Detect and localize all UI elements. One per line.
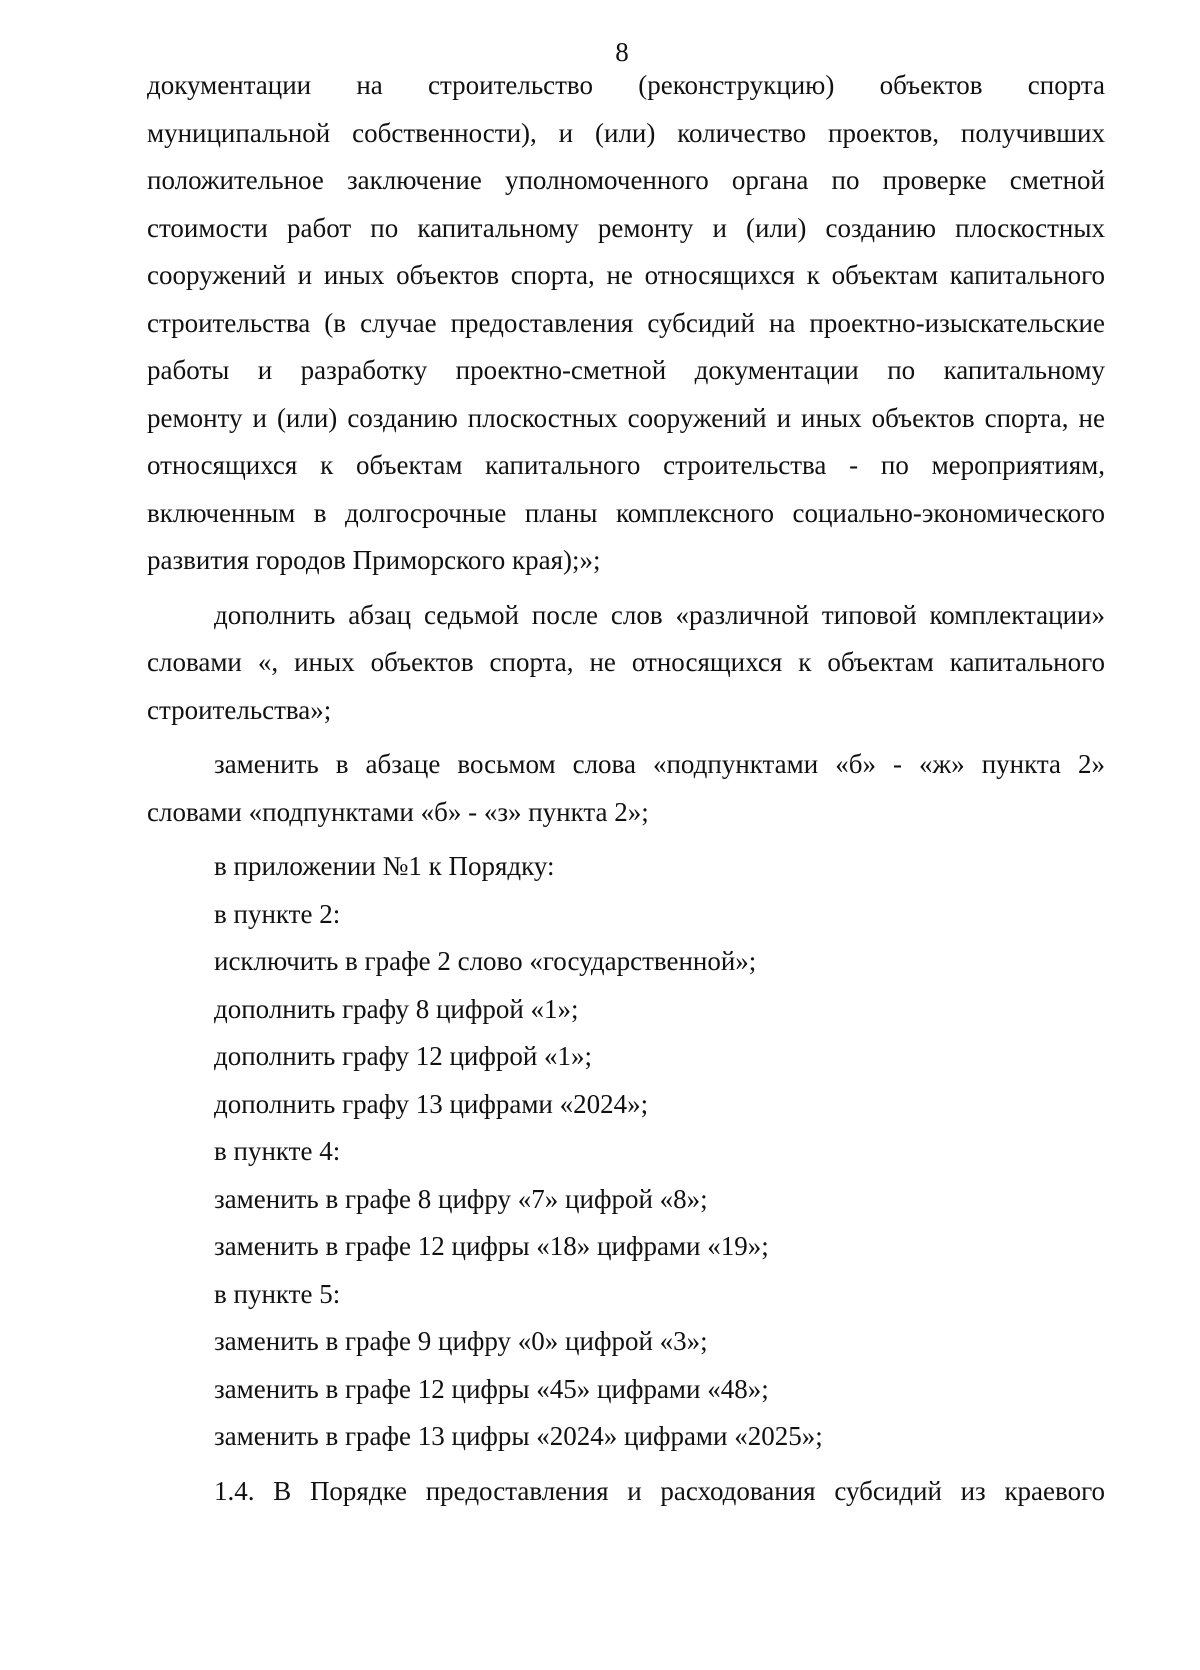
list-item: в пункте 2: [214,898,341,929]
text-line: сооружений и иных объектов спорта, не относящихся к объектам капитального [147,260,1105,290]
list-item: заменить в графе 12 цифры «45» цифрами «48»; [214,1373,769,1404]
text-line: развития городов Приморского края);»; [147,545,601,575]
text-line: словами «подпунктами «б» - «з» пункта 2»; [147,796,649,827]
text-line: заменить в абзаце восьмом слова «подпунктами «б» - «ж» пункта 2» [214,749,1105,779]
list-item: в пункте 4: [214,1136,341,1166]
list-item: заменить в графе 12 цифры «18» цифрами «19»; [214,1231,769,1261]
list-item: в пункте 5: [214,1278,341,1309]
text-line: стоимости работ по капитальному ремонту и (или) созданию плоскостных [147,212,1105,243]
paragraph [147,62,1105,585]
text-line: муниципальной собственности), и (или) количество проектов, получивших [147,117,1105,148]
text-line: строительства»; [147,694,332,725]
text-line: 1.4. В Порядке предоставления и расходования субсидий из краевого [214,1475,1105,1506]
text-line: ремонту и (или) созданию плоскостных сооружений и иных объектов спорта, не [147,402,1105,433]
list-item: заменить в графе 13 цифры «2024» цифрами «2025»; [214,1421,823,1451]
list-item: дополнить графу 12 цифрой «1»; [214,1041,593,1071]
text-line: строительства (в случае предоставления субсидий на проектно-изыскательские [147,307,1105,338]
text-line: положительное заключение уполномоченного органа по проверке сметной [147,165,1105,195]
list-item: дополнить графу 8 цифрой «1»; [214,993,579,1024]
text-line: относящихся к объектам капитального строительства - по мероприятиям, [147,450,1105,480]
paragraph [147,1468,1105,1516]
paragraph [147,741,1105,836]
text-line: дополнить абзац седьмой после слов «различной типовой комплектации» [214,599,1105,630]
list-item: заменить в графе 8 цифру «7» цифрой «8»; [214,1183,708,1214]
text-line: включенным в долгосрочные планы комплексного социально-экономического [147,497,1105,528]
list-item: заменить в графе 9 цифру «0» цифрой «3»; [214,1326,708,1356]
text-line: словами «, иных объектов спорта, не относящихся к объектам капитального [147,647,1105,677]
list-item: исключить в графе 2 слово «государственной»; [214,946,757,976]
paragraph [147,592,1105,735]
document-body [147,62,1105,1515]
amendment-list [147,843,1105,1461]
text-line: документации на строительство (реконструкцию) объектов спорта [147,70,1105,100]
list-item: дополнить графу 13 цифрами «2024»; [214,1088,649,1119]
page-number: 8 [615,37,629,67]
list-item: в приложении №1 к Порядку: [214,851,555,881]
text-line: работы и разработку проектно-сметной документации по капитальному [147,355,1105,385]
